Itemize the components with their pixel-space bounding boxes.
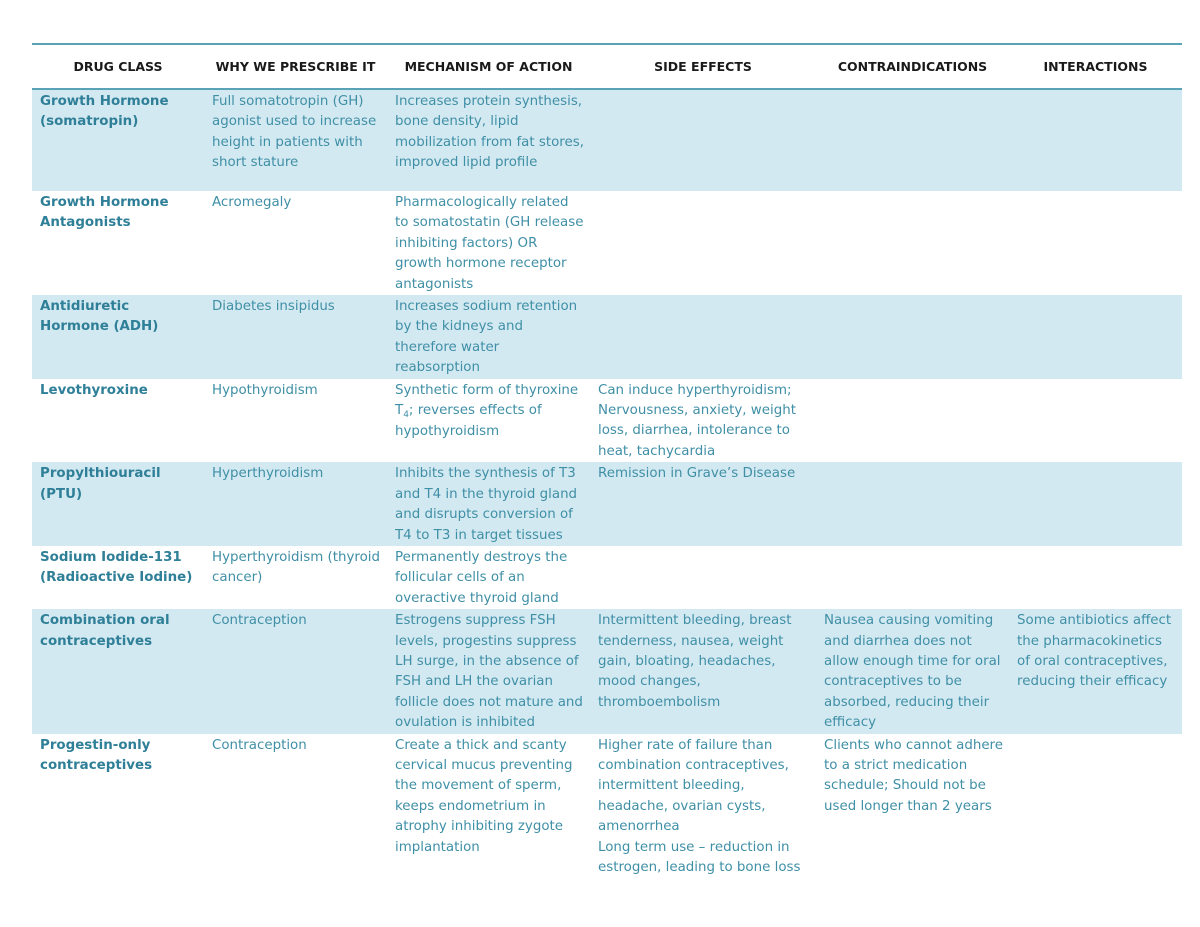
table-row xyxy=(32,734,1182,879)
cell-side-effects: Can induce hyperthyroidism; Nervousness, anxiety, weight loss, diarrhea, intolerance to heat, tachycardia xyxy=(598,382,796,459)
cell-interactions xyxy=(1009,379,1182,463)
cell-interactions xyxy=(1009,734,1182,879)
cell-drug-class: Growth Hormone Antagonists xyxy=(40,195,169,231)
table-row xyxy=(32,546,1182,609)
table-row xyxy=(32,379,1182,463)
cell-mechanism: Increases sodium retention by the kidneys and therefore water reabsorption xyxy=(387,295,590,379)
side-effects-text: Long term use – reduction in estrogen, leading to bone loss xyxy=(598,839,801,875)
cell-mechanism: Create a thick and scanty cervical mucus preventing the movement of sperm, keeps endometrium in atrophy inhibiting zygote implantation xyxy=(395,737,573,855)
cell-interactions xyxy=(1009,191,1182,295)
header-row xyxy=(32,45,1182,89)
header-interactions: INTERACTIONS xyxy=(1009,45,1182,89)
cell-side-effects xyxy=(590,734,816,879)
header-contraindications: CONTRAINDICATIONS xyxy=(816,45,1009,89)
subscript-four: 4 xyxy=(403,410,409,421)
table-row xyxy=(32,609,1182,733)
cell-mechanism: Permanently destroys the follicular cells of an overactive thyroid gland xyxy=(395,549,568,606)
cell-drug-class: Growth Hormone (somatropin) xyxy=(32,89,204,191)
header-drug-class: DRUG CLASS xyxy=(32,45,204,89)
mechanism-text: ; reverses effects of hypothyroidism xyxy=(395,403,542,440)
cell-mechanism: Estrogens suppress FSH levels, progestins suppress LH surge, in the absence of FSH and LH the ovarian follicle does not mature and ovulation is inhibited xyxy=(387,609,590,733)
cell-contraindications xyxy=(816,191,1009,295)
side-effects-text: Higher rate of failure than combination contraceptives, intermittent bleeding, headache, ovarian cysts, amenorrhea xyxy=(598,737,789,835)
table-row xyxy=(32,191,1182,295)
cell-why: Contraception xyxy=(204,609,387,733)
cell-why: Acromegaly xyxy=(212,195,292,210)
cell-interactions xyxy=(1009,462,1182,546)
cell-contraindications xyxy=(816,462,1009,546)
cell-contraindications xyxy=(816,546,1009,609)
cell-mechanism xyxy=(387,379,590,463)
cell-contraindications: Clients who cannot adhere to a strict medication schedule; Should not be used longer than 2 years xyxy=(824,737,1004,814)
header-side-effects: SIDE EFFECTS xyxy=(590,45,816,89)
table-row xyxy=(32,89,1182,191)
drug-table-sheet xyxy=(32,43,1182,878)
cell-contraindications: Nausea causing vomiting and diarrhea does not allow enough time for oral contraceptives to be absorbed, reducing their efficacy xyxy=(816,609,1009,733)
cell-drug-class: Levothyroxine xyxy=(40,382,148,398)
cell-why: Diabetes insipidus xyxy=(204,295,387,379)
cell-side-effects: Remission in Grave’s Disease xyxy=(590,462,816,546)
cell-drug-class: Progestin-only contraceptives xyxy=(40,737,153,773)
cell-why: Hyperthyroidism xyxy=(204,462,387,546)
cell-interactions: Some antibiotics affect the pharmacokinetics of oral contraceptives, reducing their efficacy xyxy=(1009,609,1182,733)
table-row xyxy=(32,462,1182,546)
cell-why: Full somatotropin (GH) agonist used to increase height in patients with short stature xyxy=(204,89,387,191)
cell-side-effects xyxy=(590,89,816,191)
cell-why: Contraception xyxy=(212,737,307,753)
mechanism-text: Synthetic form of thyroxine T xyxy=(395,382,579,419)
cell-contraindications xyxy=(816,295,1009,379)
drug-table xyxy=(32,45,1182,878)
cell-drug-class: Antidiuretic Hormone (ADH) xyxy=(32,295,204,379)
cell-why: Hyperthyroidism (thyroid cancer) xyxy=(212,549,381,586)
cell-interactions xyxy=(1009,295,1182,379)
cell-interactions xyxy=(1009,89,1182,191)
cell-mechanism: Increases protein synthesis, bone density, lipid mobilization from fat stores, improved lipid profile xyxy=(387,89,590,191)
header-why: WHY WE PRESCRIBE IT xyxy=(204,45,387,89)
cell-interactions xyxy=(1009,546,1182,609)
header-mechanism: MECHANISM OF ACTION xyxy=(387,45,590,89)
cell-mechanism: Inhibits the synthesis of T3 and T4 in the thyroid gland and disrupts conversion of T4 to T3 in target tissues xyxy=(387,462,590,546)
cell-side-effects xyxy=(590,295,816,379)
cell-why: Hypothyroidism xyxy=(212,382,318,398)
cell-contraindications xyxy=(816,379,1009,463)
cell-drug-class: Sodium Iodide-131 (Radioactive Iodine) xyxy=(40,549,193,586)
table-row xyxy=(32,295,1182,379)
cell-drug-class: Combination oral contraceptives xyxy=(32,609,204,733)
cell-drug-class: Propylthiouracil (PTU) xyxy=(32,462,204,546)
cell-side-effects: Intermittent bleeding, breast tenderness, nausea, weight gain, bloating, headaches, mood changes, thromboembolism xyxy=(590,609,816,733)
cell-side-effects xyxy=(590,191,816,295)
cell-mechanism: Pharmacologically related to somatostatin (GH release inhibiting factors) OR growth hormone receptor antagonists xyxy=(395,195,584,292)
cell-contraindications xyxy=(816,89,1009,191)
cell-side-effects xyxy=(590,546,816,609)
